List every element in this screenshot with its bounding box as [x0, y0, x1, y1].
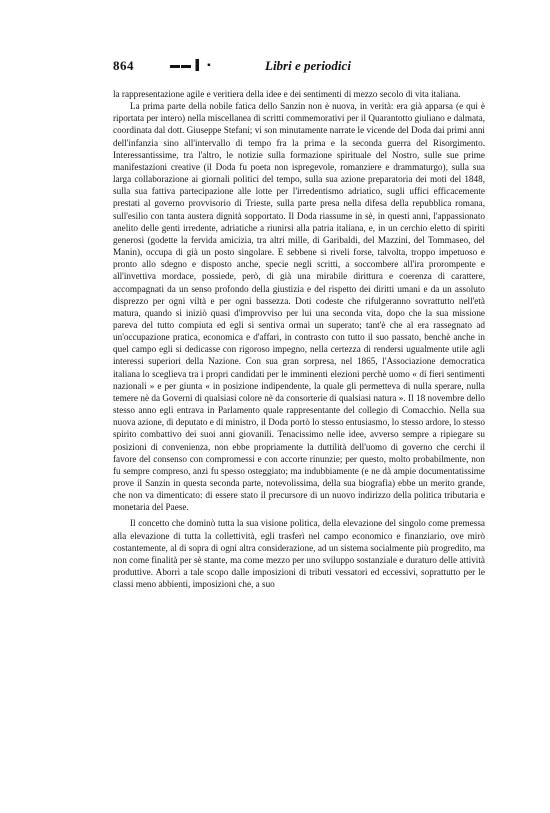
article-body [113, 88, 485, 590]
paragraph-2: La prima parte della nobile fatica dello Sanzin non è nuova, in verità: era già apparsa (e qui è riportata per intero) nella miscellanea di scritti commemorativi per il Quarantotto giuliano e dalmata, coordinata dal dott. Giuseppe Stefani; vi son minutamente narrate le vicende del Doda dai primi anni dell'infanzia sino all'intervallo di tempo fra la prima e la seconda guerra del Risorgimento. Interessantissime, tra l'altro, le notizie sulla formazione spirituale del Nostro, sulle sue prime manifestazioni creative (il Doda fu poeta non ispregevole, romanziere e drammaturgo), sulla sua larga collaborazione ai giornali politici del tempo, sulla sua azione preparatoria dei moti del 1848, sulla sua fattiva partecipazione alle lotte per l'irredentismo adriatico, sugli uffici efficacemente prestati al governo provvisorio di Trieste, sulla parte presa nella difesa della repubblica romana, sull'esilio con tanta austera dignità sopportato. Il Doda riassume in sè, in questi anni, l'appassionato anelito delle genti irredente, adriatiche a riunirsi alla patria italiana, e, in un cerchio eletto di spiriti generosi (godette la fervida amicizia, tra altri mille, di Garibaldi, del Mazzini, del Tommaseo, del Manin), occupa di già un posto singolare. E sebbene si riveli forse, talvolta, troppo impetuoso e pronto allo sdegno e disposto anche, specie negli scritti, a soccombere all'ira prorompente e all'invettiva mordace, possiede, però, di già una mirabile dirittura e coerenza di carattere, accompagnati da un senso profondo della giustizia e del rispetto dei diritti umani e da un assoluto disprezzo per ogni viltà e per ogni bassezza. Doti codeste che rifulgeranno sovrattutto nell'età matura, quando si iniziò quasi d'improvviso per lui una seconda vita, dopo che la sua missione pareva del tutto compiuta ed egli si sentiva ormai un superato; tant'è che al era rassegnato ad un'occupazione pratica, economica e d'affari, in contrasto con tutto il suo passato, benchè anche in quel campo egli si dedicasse con rigoroso impegno, nella certezza di rendersi ugualmente utile agli interessi superiori della Nazione. Con sua gran sorpresa, nel 1865, l'Associazione democratica italiana lo sceglieva tra i propri candidati per le imminenti elezioni perchè uomo « di fieri sentimenti nazionali » e per giunta « in posizione indipendente, la quale gli permetteva di nulla sperare, nulla temere nè da Governi di qualsiasi colore nè da consorterie di qualsiasi natura ». Il 18 novembre dello stesso anno egli entrava in Parlamento quale rappresentante del collegio di Comacchio. Nella sua nuova azione, di deputato e di ministro, il Doda portò lo stesso entusiasmo, lo stesso ardore, lo stesso spirito combattivo dei suoi anni giovanili. Tenacissimo nelle idee, avverso sempre a ripiegare su posizioni di convenienza, non ebbe propriamente la duttilità dell'uomo di governo che cerchi il favore del consenso con compromessi e con accorte rinunzie; per questo, molto probabilmente, non fu sempre compreso, anzi fu spesso osteggiato; ma indubbiamente (e ne dà ampie documentatissime prove il Sanzin in questa seconda parte, notevolissima, della sua biografia) ebbe un merito grande, che non va dimenticato: di essere stato il precursore di un nuovo indirizzo della politica tributaria e monetaria del Paese. [113, 101, 485, 513]
page-number: 864 [113, 58, 134, 73]
paragraph-1: la rappresentazione agile e veritiera della idee e dei sentimenti di mezzo secolo di vita italiana. [113, 89, 461, 99]
header-ornament: ▬▬ ▌ ▪ [170, 60, 212, 71]
page-header [113, 58, 485, 76]
paragraph-3: Il concetto che dominò tutta la sua visione politica, della elevazione del singolo come premessa alla elevazione di tutta la collettività, egli trasferì nel campo economico e finanziario, ove mirò costantemente, al di sopra di ogni altra considerazione, ad un sistema socialmente più progredito, ma non come finalità per sè stante, ma come mezzo per uno sviluppo sostanziale e duraturo delle attività produttive. Aborrì a tale scopo dalle imposizioni di tributi vessatori ed eccessivi, soprattutto per le classi meno abbienti, imposizioni che, a suo [113, 518, 485, 590]
section-title: Libri e periodici [265, 58, 351, 73]
